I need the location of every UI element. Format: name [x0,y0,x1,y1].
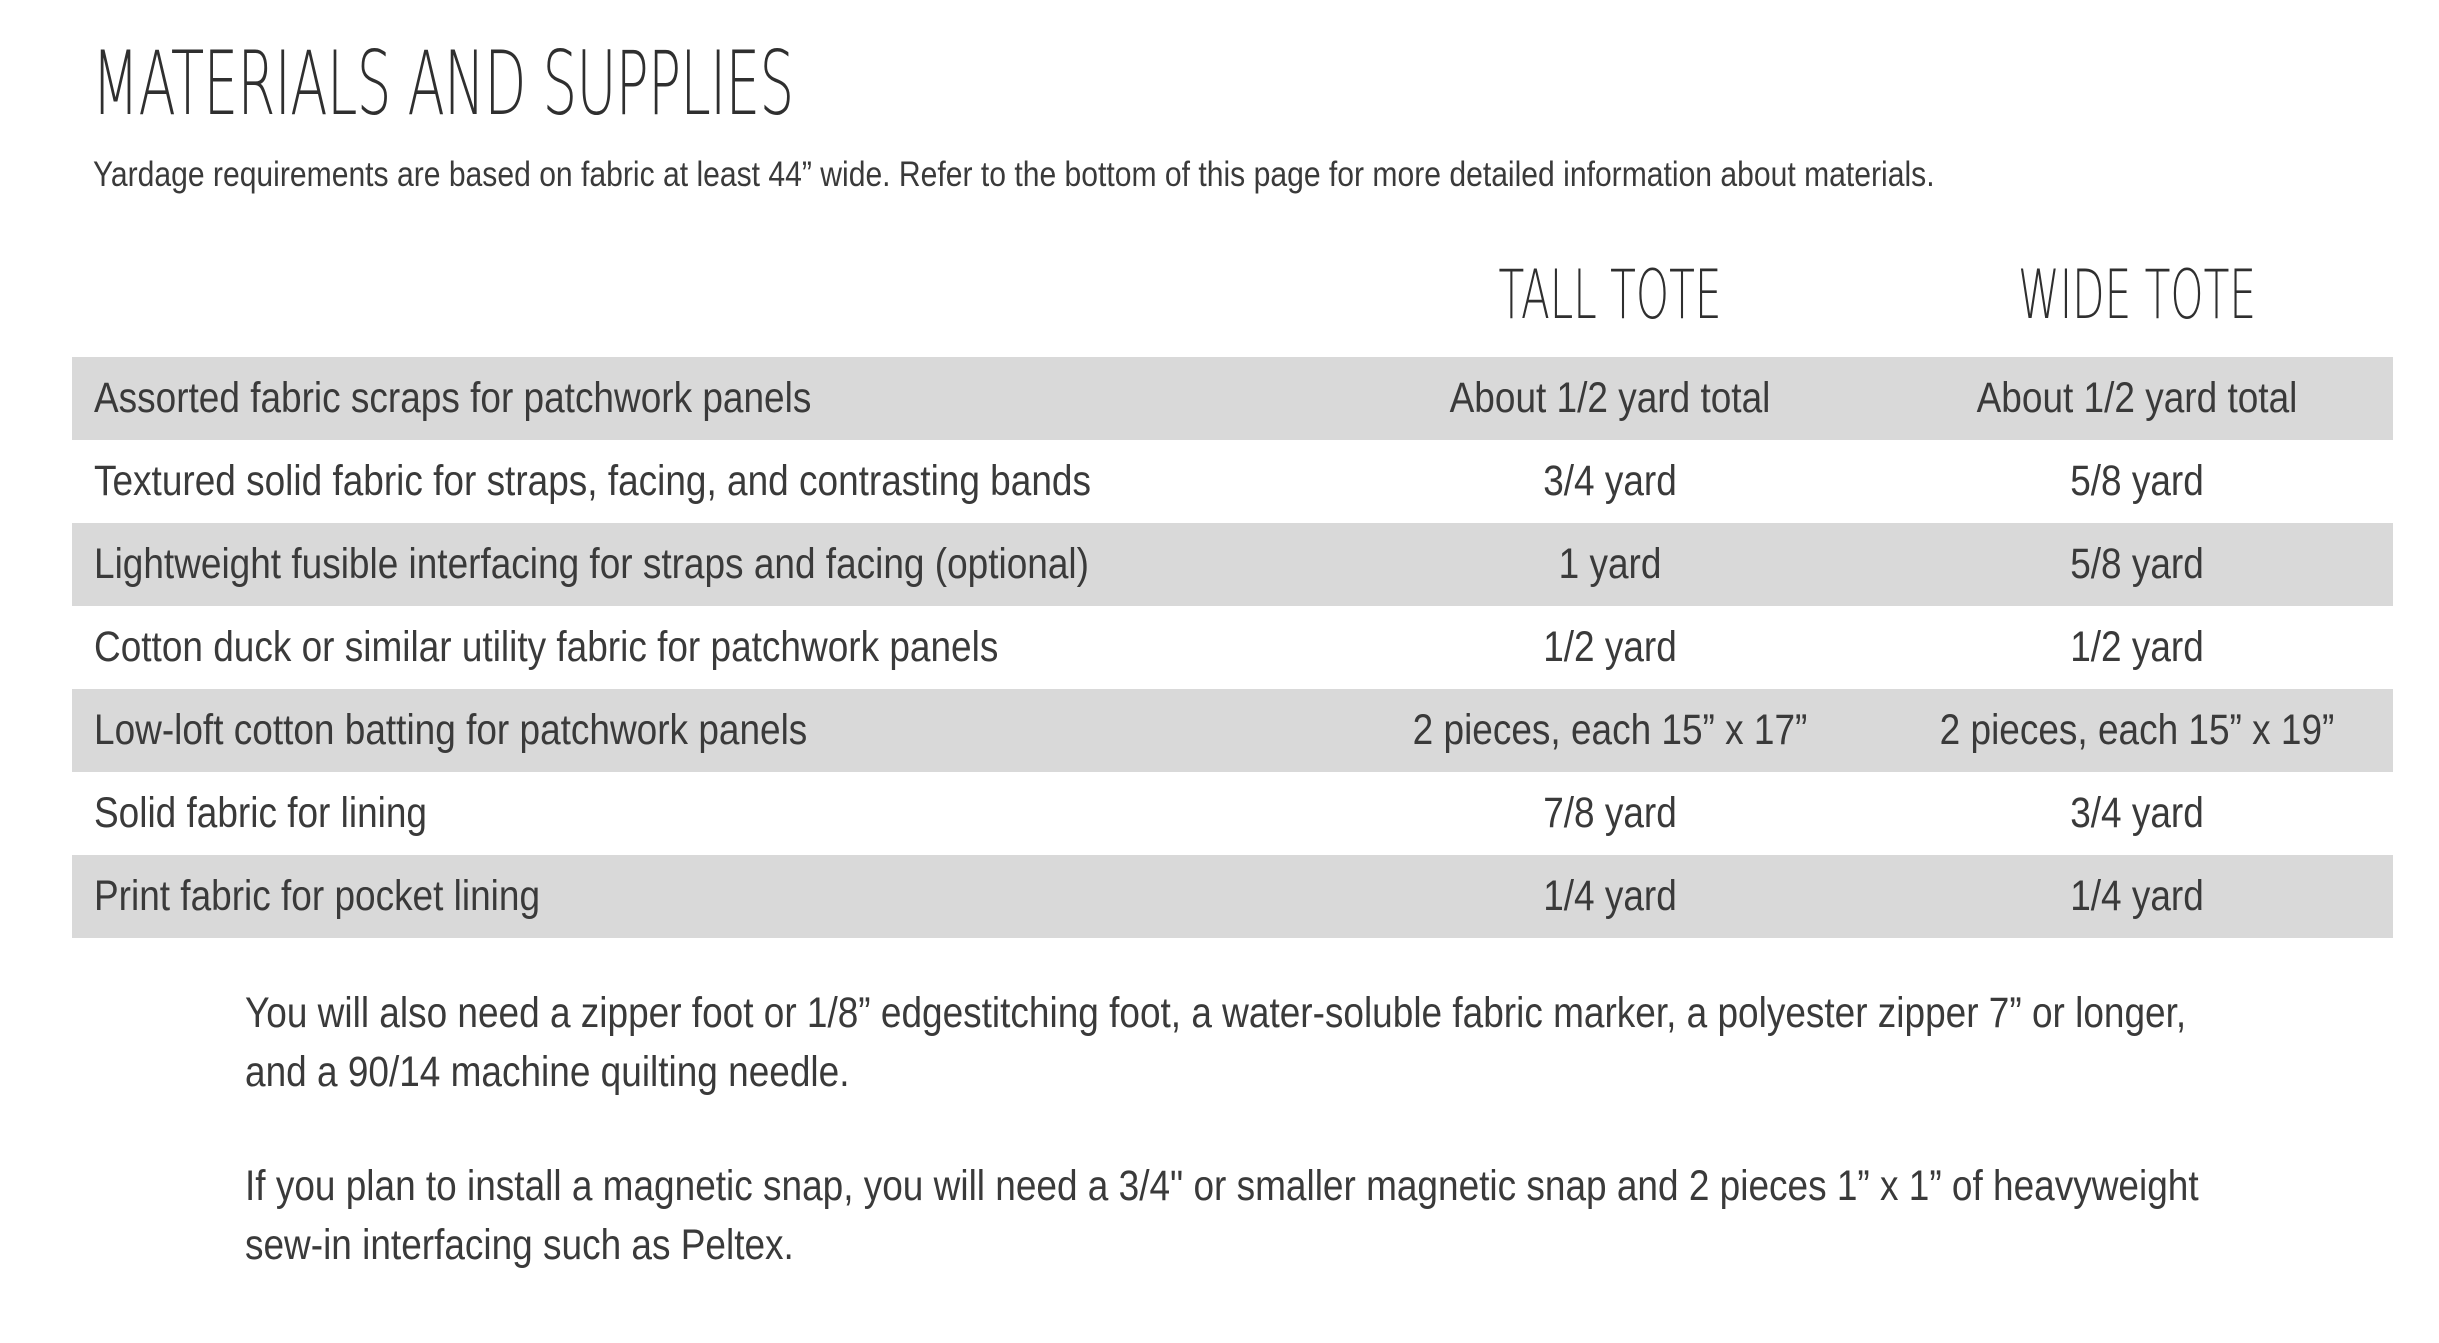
wide-tote-amount: 3/4 yard [2070,789,2204,837]
material-item: Cotton duck or similar utility fabric for patchwork panels [94,623,999,671]
tall-tote-amount: 3/4 yard [1543,457,1677,505]
additional-supplies-note [245,984,2186,1102]
material-item: Textured solid fabric for straps, facing, and contrasting bands [94,457,1091,505]
note-line: You will also need a zipper foot or 1/8” edgestitching foot, a water-soluble fabric marker, a polyester zipper 7” or longer, [245,989,2187,1037]
wide-tote-amount: 1/4 yard [2070,872,2204,920]
tall-tote-amount: 2 pieces, each 15” x 17” [1412,706,1808,754]
table-row [72,606,2393,689]
material-item: Solid fabric for lining [94,789,427,837]
column-header-tall-tote: TALL TOTE [1498,256,1722,335]
material-item: Lightweight fusible interfacing for straps and facing (optional) [94,540,1089,588]
intro-text: Yardage requirements are based on fabric at least 44” wide. Refer to the bottom of this page for more detailed information about materials. [93,155,1935,194]
table-row [72,772,2393,855]
wide-tote-amount: 5/8 yard [2070,457,2204,505]
page-title: MATERIALS AND SUPPLIES [92,32,794,135]
note-line: If you plan to install a magnetic snap, you will need a 3/4" or smaller magnetic snap and 2 pieces 1” x 1” of heavyweight [245,1162,2199,1210]
note-line: and a 90/14 machine quilting needle. [245,1048,850,1096]
table-row [72,440,2393,523]
tall-tote-amount: 1/4 yard [1543,872,1677,920]
material-item: Low-loft cotton batting for patchwork panels [94,706,808,754]
wide-tote-amount: About 1/2 yard total [1976,374,2298,422]
note-line: sew-in interfacing such as Peltex. [245,1221,794,1269]
wide-tote-amount: 5/8 yard [2070,540,2204,588]
materials-table [72,357,2393,938]
tall-tote-amount: 1/2 yard [1543,623,1677,671]
magnetic-snap-note [245,1157,2199,1275]
material-item: Assorted fabric scraps for patchwork panels [94,374,812,422]
table-row [72,689,2393,772]
table-row [72,357,2393,440]
table-row [72,855,2393,938]
tall-tote-amount: About 1/2 yard total [1449,374,1771,422]
tall-tote-amount: 1 yard [1558,540,1662,588]
material-item: Print fabric for pocket lining [94,872,541,920]
table-row [72,523,2393,606]
wide-tote-amount: 2 pieces, each 15” x 19” [1939,706,2335,754]
tall-tote-amount: 7/8 yard [1543,789,1677,837]
wide-tote-amount: 1/2 yard [2070,623,2204,671]
column-header-wide-tote: WIDE TOTE [2018,256,2256,335]
